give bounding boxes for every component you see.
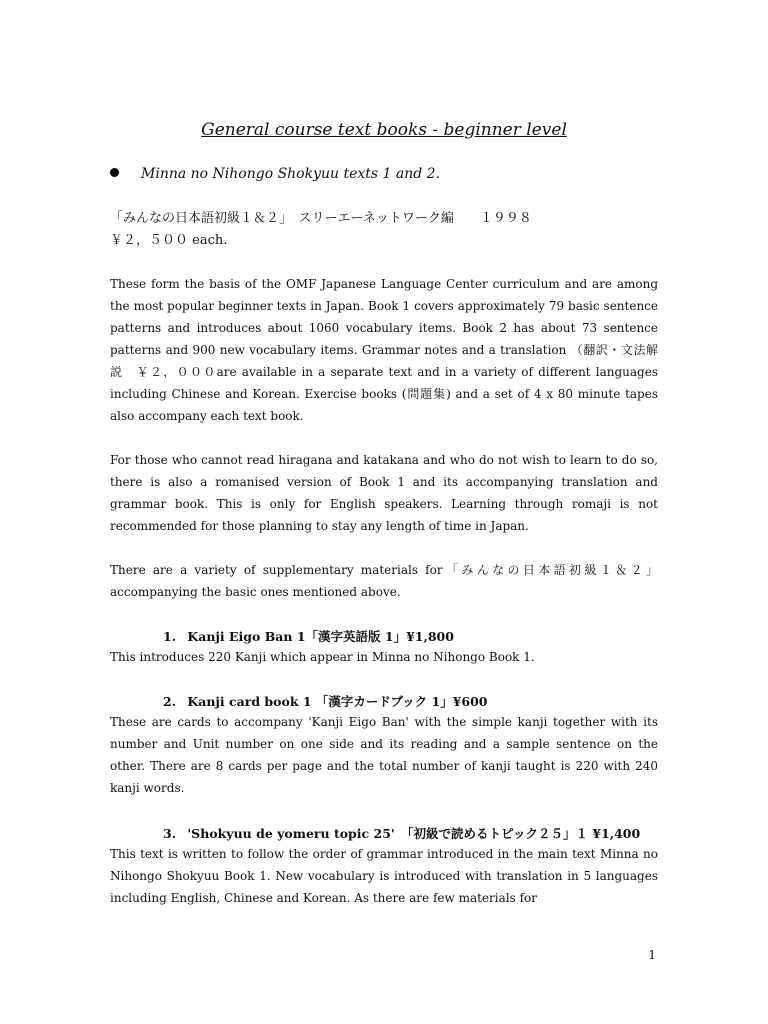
bullet-dot-icon xyxy=(110,168,119,177)
item-1-heading xyxy=(163,627,454,645)
item-3-number: 3. xyxy=(163,826,177,841)
item-1-body: This introduces 220 Kanji which appear in Minna no Nihongo Book 1. xyxy=(110,650,535,664)
page-title: General course text books - beginner level xyxy=(201,120,567,140)
item-2-heading xyxy=(163,692,488,710)
bullet-item xyxy=(110,166,670,182)
item-2-body: These are cards to accompany 'Kanji Eigo Ban' with the simple kanji together with its number and Unit number on one side and its reading and a sample sentence on the other. There are 8 cards per page and the total number of kanji taught is 220 with 240 kanji words. xyxy=(110,715,658,795)
item-1-title: Kanji Eigo Ban 1「漢字英語版 1」¥1,800 xyxy=(187,629,454,644)
item-3-title: 'Shokyuu de yomeru topic 25' 「初級で読めるトピック２５」１ ¥1,400 xyxy=(187,826,641,841)
item-2-number: 2. xyxy=(163,694,177,709)
japanese-title-line: 「みんなの日本語初級１＆２」 スリーエーネットワーク編 １９９８ xyxy=(110,211,532,226)
item-1-number: 1. xyxy=(163,629,177,644)
item-3-body: This text is written to follow the order of grammar introduced in the main text Minna no Nihongo Shokyuu Book 1. New vocabulary is introduced with translation in 5 languages including English, Chinese and Korean. As there are few materials for xyxy=(110,847,658,905)
item-3-heading xyxy=(163,824,640,842)
price-line: ￥２，５００ each. xyxy=(110,233,228,248)
paragraph-curriculum: These form the basis of the OMF Japanese Language Center curriculum and are among the most popular beginner texts in Japan. Book 1 covers approximately 79 basic sentence patterns and introduces about 1060 vocabulary items. Book 2 has about 73 sentence patterns and 900 new vocabulary items. Grammar notes and a translation （翻訳・文法解説 ￥２，０００are available in a separate text and in a variety of different languages including Chinese and Korean. Exercise books (問題集) and a set of 4 x 80 minute tapes also accompany each text book. xyxy=(110,277,658,423)
page-number: 1 xyxy=(648,948,656,962)
item-2-title: Kanji card book 1 「漢字カードブック 1」¥600 xyxy=(187,694,488,709)
paragraph-supplementary: There are a variety of supplementary materials for「みんなの日本語初級１＆２」accompanying the basic ones mentioned above. xyxy=(110,563,658,599)
paragraph-romaji: For those who cannot read hiragana and katakana and who do not wish to learn to do so, there is also a romanised version of Book 1 and its accompanying translation and grammar book. This is only for English speakers. Learning through romaji is not recommended for those planning to stay any length of time in Japan. xyxy=(110,453,658,533)
bullet-text: Minna no Nihongo Shokyuu texts 1 and 2. xyxy=(141,166,441,182)
